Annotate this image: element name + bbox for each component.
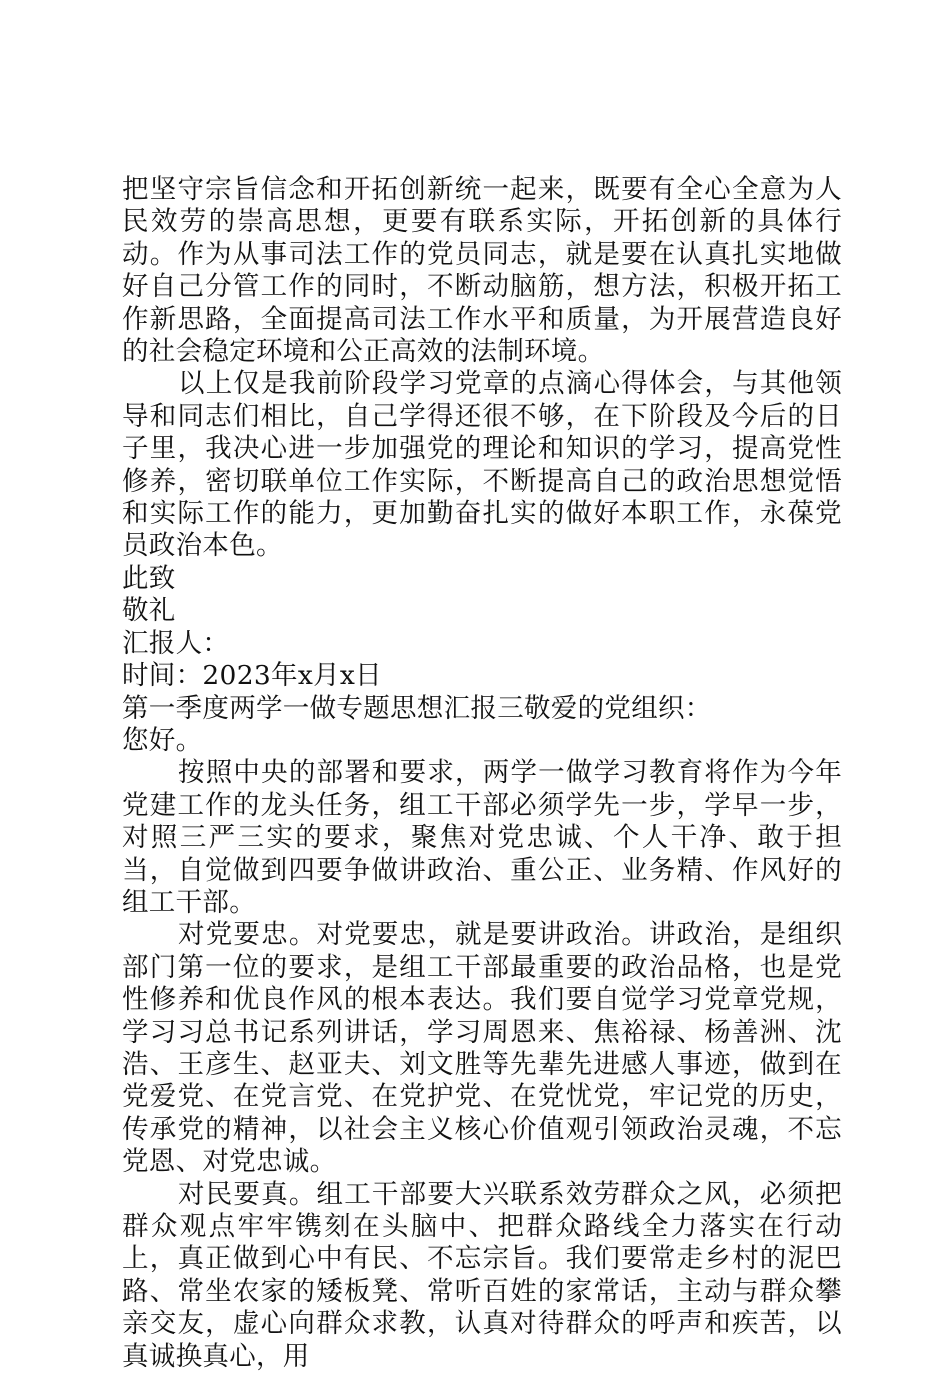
paragraph-4: 对党要忠。对党要忠，就是要讲政治。讲政治，是组织部门第一位的要求，是组工干部最重要的政治品格，也是党性修养和优良作风的根本表达。我们要自觉学习党章党规，学习习总书记系列讲话，学习周恩来、焦裕禄、杨善洲、沈浩、王彦生、赵亚夫、刘文胜等先辈先进感人事迹，做到在党爱党、在党言党、在党护党、在党忧党，牢记党的历史，传承党的精神，以社会主义核心价值观引领政治灵魂，不忘党恩、对党忠诚。 bbox=[122, 919, 842, 1178]
salutation-cizhi: 此致 bbox=[122, 562, 176, 594]
paragraph-2: 以上仅是我前阶段学习党章的点滴心得体会，与其他领导和同志们相比，自己学得还很不够，在下阶段及今后的日子里，我决心进一步加强党的理论和知识的学习，提高党性修养，密切联单位工作实际，不断提高自己的政治思想觉悟和实际工作的能力，更加勤奋扎实的做好本职工作，永葆党员政治本色。 bbox=[122, 368, 842, 562]
section-heading: 第一季度两学一做专题思想汇报三敬爱的党组织： bbox=[122, 692, 712, 724]
salutation-jingli: 敬礼 bbox=[122, 595, 176, 627]
greeting: 您好。 bbox=[122, 724, 203, 756]
document-body bbox=[122, 174, 842, 1373]
paragraph-5: 对民要真。组工干部要大兴联系效劳群众之风，必须把群众观点牢牢镌刻在头脑中、把群众路线全力落实在行动上，真正做到心中有民、不忘宗旨。我们要常走乡村的泥巴路、常坐农家的矮板凳、常听百姓的家常话，主动与群众攀亲交友，虚心向群众求教，认真对待群众的呼声和疾苦，以真诚换真心，用 bbox=[122, 1178, 842, 1372]
date-line: 时间：2023年x月x日 bbox=[122, 660, 382, 692]
paragraph-3: 按照中央的部署和要求，两学一做学习教育将作为今年党建工作的龙头任务，组工干部必须学先一步，学早一步，对照三严三实的要求，聚焦对党忠诚、个人干净、敢于担当，自觉做到四要争做讲政治、重公正、业务精、作风好的组工干部。 bbox=[122, 757, 842, 918]
paragraph-1: 把坚守宗旨信念和开拓创新统一起来，既要有全心全意为人民效劳的崇高思想，更要有联系实际，开拓创新的具体行动。作为从事司法工作的党员同志，就是要在认真扎实地做好自己分管工作的同时，不断动脑筋，想方法，积极开拓工作新思路，全面提高司法工作水平和质量，为开展营造良好的社会稳定环境和公正高效的法制环境。 bbox=[122, 174, 842, 368]
reporter-label: 汇报人： bbox=[122, 627, 230, 659]
